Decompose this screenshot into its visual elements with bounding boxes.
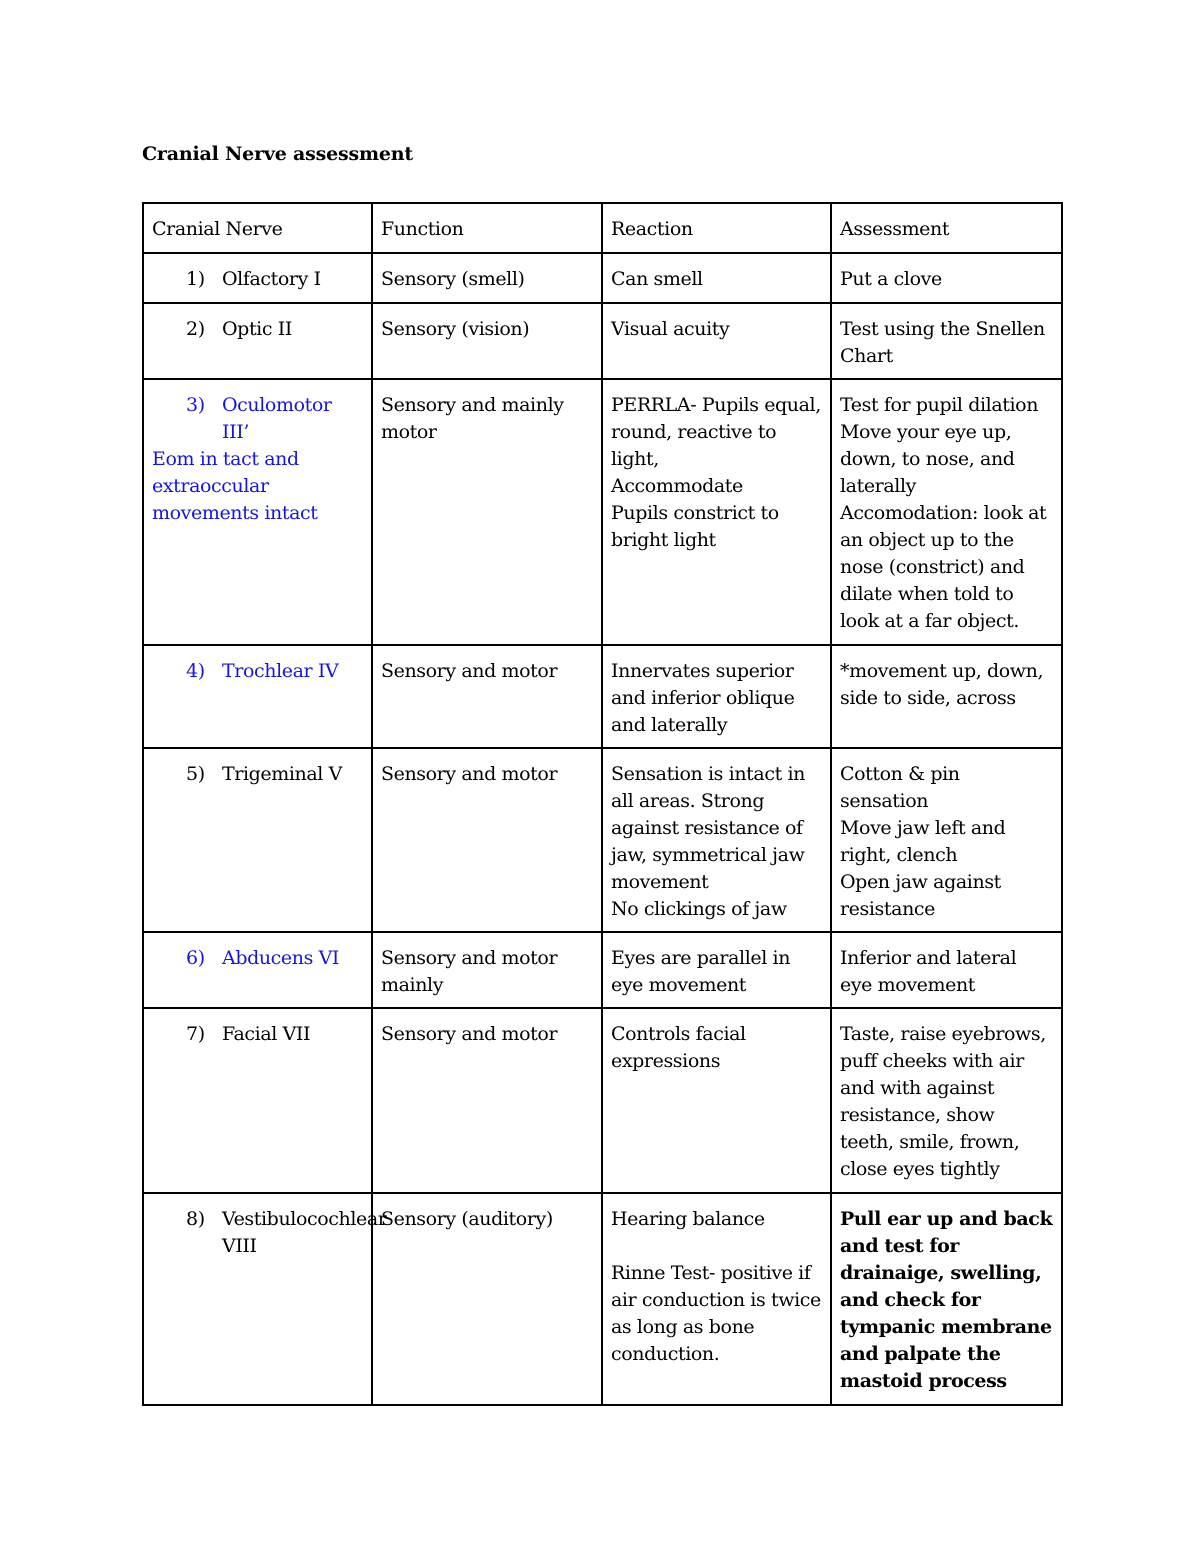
nerve-cell [143,748,372,932]
reaction-cell: Can smell [602,253,831,303]
nerve-name: Trochlear IV [222,660,339,682]
nerve-number: 4) [186,660,205,682]
function-cell: Sensory (smell) [372,253,602,303]
function-cell: Sensory (vision) [372,303,602,379]
table-row [143,645,1062,748]
nerve-name: Optic II [222,318,292,340]
nerve-cell [143,253,372,303]
nerve-name: Trigeminal V [222,763,342,785]
nerve-cell [143,1008,372,1193]
nerve-cell [143,303,372,379]
table-row [143,253,1062,303]
table-row [143,379,1062,645]
nerve-cell [143,932,372,1008]
table-row [143,1008,1062,1193]
nerve-cell [143,379,372,645]
nerve-name: Facial VII [222,1023,311,1045]
function-cell: Sensory and motor [372,748,602,932]
nerve-number: 5) [186,763,205,785]
assessment-cell: Inferior and lateral eye movement [831,932,1062,1008]
header-function: Function [372,203,602,253]
nerve-name: Oculomotor III’ [222,394,332,443]
reaction-cell: Sensation is intact in all areas. Strong against resistance of jaw, symmetrical jaw movement No clickings of jaw [602,748,831,932]
nerve-name: Olfactory I [222,268,321,290]
nerve-number: 6) [186,947,205,969]
page-title: Cranial Nerve assessment [142,143,413,165]
nerve-number: 3) [186,394,205,416]
table-row [143,303,1062,379]
header-reaction: Reaction [602,203,831,253]
table-row [143,748,1062,932]
nerve-name: Abducens VI [222,947,340,969]
function-cell: Sensory (auditory) [372,1193,602,1405]
nerve-number: 8) [186,1208,205,1230]
reaction-cell: PERRLA- Pupils equal, round, reactive to light, Accommodate Pupils constrict to bright light [602,379,831,645]
nerve-number: 7) [186,1023,205,1045]
assessment-cell: *movement up, down, side to side, across [831,645,1062,748]
header-assessment: Assessment [831,203,1062,253]
nerve-number: 1) [186,268,205,290]
reaction-cell: Visual acuity [602,303,831,379]
reaction-cell: Controls facial expressions [602,1008,831,1193]
reaction-cell: Eyes are parallel in eye movement [602,932,831,1008]
assessment-cell: Taste, raise eyebrows, puff cheeks with air and with against resistance, show teeth, smile, frown, close eyes tightly [831,1008,1062,1193]
table-row [143,1193,1062,1405]
nerve-cell [143,1193,387,1405]
nerve-name: Vestibulocochlear VIII [222,1208,387,1257]
assessment-cell: Test for pupil dilation Move your eye up, down, to nose, and laterally Accomodation: look at an object up to the nose (constrict) and dilate when told to look at a far object. [831,379,1062,645]
assessment-cell: Put a clove [831,253,1062,303]
assessment-cell: Cotton & pin sensation Move jaw left and right, clench Open jaw against resistance [831,748,1062,932]
table-header-row [143,203,1062,253]
nerve-number: 2) [186,318,205,340]
header-cranial-nerve: Cranial Nerve [143,203,372,253]
nerve-cell [143,645,372,748]
reaction-cell: Hearing balance Rinne Test- positive if air conduction is twice as long as bone conduction. [602,1193,831,1405]
function-cell: Sensory and motor mainly [372,932,602,1008]
assessment-cell: Test using the Snellen Chart [831,303,1062,379]
reaction-cell: Innervates superior and inferior oblique and laterally [602,645,831,748]
table-row [143,932,1062,1008]
assessment-cell: Pull ear up and back and test for drainaige, swelling, and check for tympanic membrane and palpate the mastoid process [831,1193,1062,1405]
function-cell: Sensory and motor [372,1008,602,1193]
nerve-note: Eom in tact and extraoccular movements intact [152,448,318,524]
cranial-nerve-table [142,202,1063,1406]
function-cell: Sensory and motor [372,645,602,748]
function-cell: Sensory and mainly motor [372,379,602,645]
